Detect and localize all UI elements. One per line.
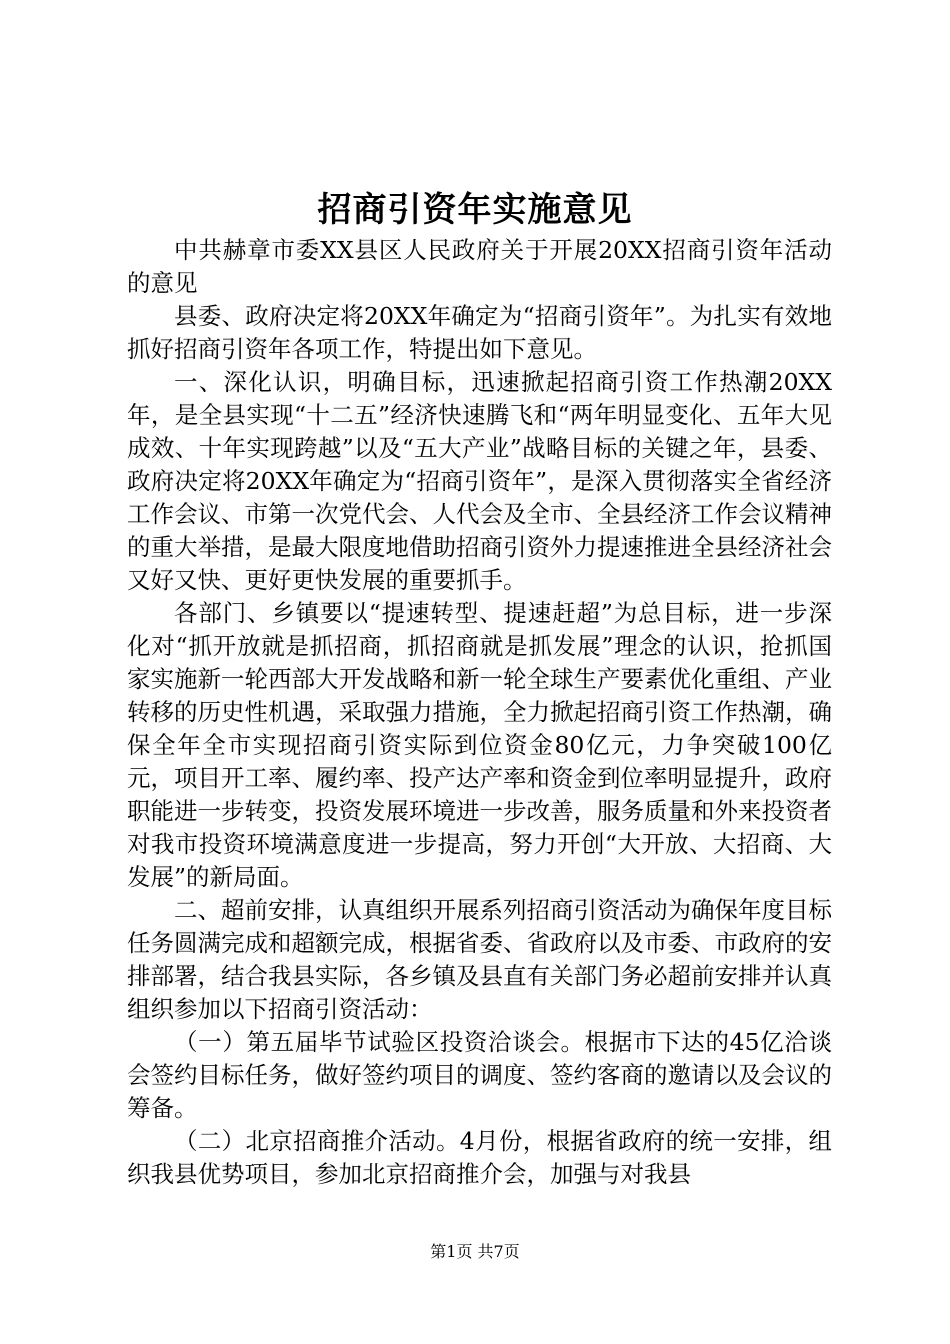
paragraph-section-1: 一、深化认识，明确目标，迅速掀起招商引资工作热潮20XX年，是全县实现“十二五”经济快速腾飞和“两年明显变化、五年大见成效、十年实现跨越”以及“五大产业”战略目标的关键之年，县委、政府决定将20XX年确定为“招商引资年”，是深入贯彻落实全省经济工作会议、市第一次党代会、人代会及全市、全县经济工作会议精神的重大举措，是最大限度地借助招商引资外力提速推进全县经济社会又好又快、更好更快发展的重要抓手。 — [127, 368, 832, 594]
document-body — [127, 234, 832, 1191]
paragraph-decision: 县委、政府决定将20XX年确定为“招商引资年”。为扎实有效地抓好招商引资年各项工作，特提出如下意见。 — [127, 302, 832, 363]
paragraph-item-2: （二）北京招商推介活动。4月份，根据省政府的统一安排，组织我县优势项目，参加北京招商推介会，加强与对我县 — [127, 1127, 832, 1188]
paragraph-item-1: （一）第五届毕节试验区投资洽谈会。根据市下达的45亿洽谈会签约目标任务，做好签约项目的调度、签约客商的邀请以及会议的筹备。 — [127, 1028, 832, 1122]
document-title: 招商引资年实施意见 — [317, 190, 633, 230]
paragraph-intro: 中共赫章市委XX县区人民政府关于开展20XX招商引资年活动的意见 — [127, 236, 832, 297]
paragraph-section-2: 二、超前安排，认真组织开展系列招商引资活动为确保年度目标任务圆满完成和超额完成，根据省委、省政府以及市委、市政府的安排部署，结合我县实际，各乡镇及县直有关部门务必超前安排并认真组织参加以下招商引资活动： — [127, 896, 832, 1023]
paragraph-goals: 各部门、乡镇要以“提速转型、提速赶超”为总目标，进一步深化对“抓开放就是抓招商，抓招商就是抓发展”理念的认识，抢抓国家实施新一轮西部大开发战略和新一轮全球生产要素优化重组、产业转移的历史性机遇，采取强力措施，全力掀起招商引资工作热潮，确保全年全市实现招商引资实际到位资金80亿元，力争突破100亿元，项目开工率、履约率、投产达产率和资金到位率明显提升，政府职能进一步转变，投资发展环境进一步改善，服务质量和外来投资者对我市投资环境满意度进一步提高，努力开创“大开放、大招商、大发展”的新局面。 — [127, 599, 832, 891]
page-number: 第1页 共7页 — [430, 1242, 520, 1261]
